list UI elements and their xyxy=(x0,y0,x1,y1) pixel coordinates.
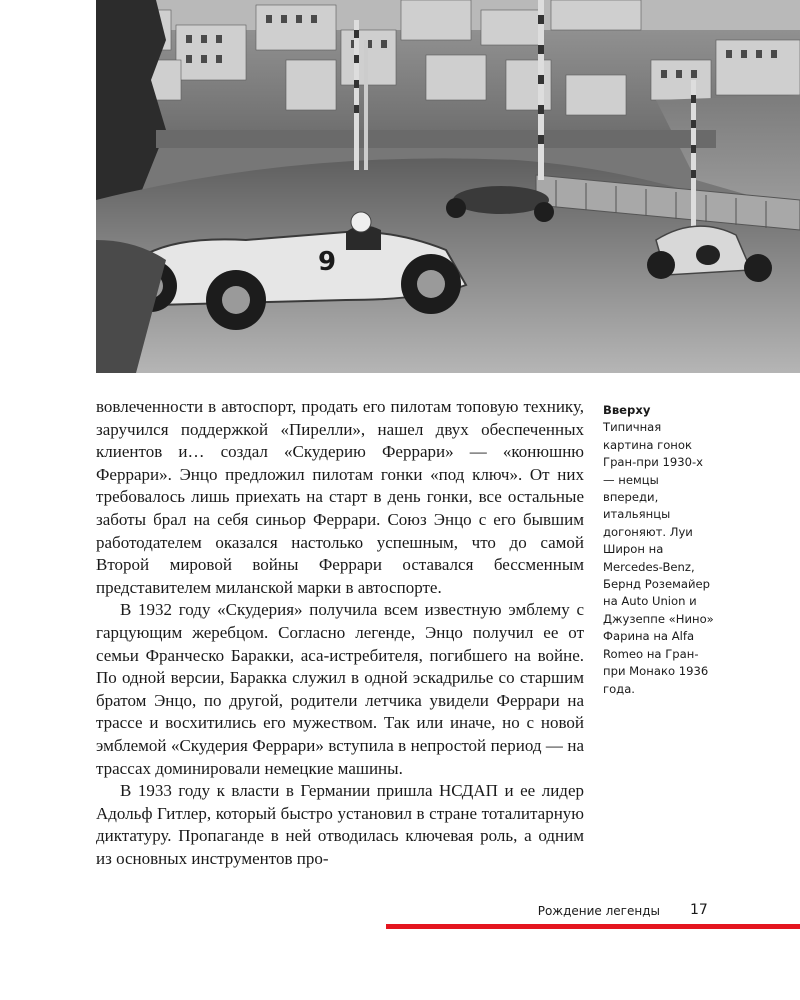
car-number: 9 xyxy=(318,247,337,277)
caption-title: Вверху xyxy=(603,403,651,417)
photo-caption xyxy=(603,402,715,698)
footer-accent-rule xyxy=(386,924,800,929)
page-number: 17 xyxy=(690,902,708,918)
paragraph-1: вовлеченности в автоспорт, продать его пилотам топовую технику, заручился поддержкой «Пирелли», нашел двух обеспеченных клиентов и… создал «Скудерию Феррари» — «конюшню Феррари». Энцо предложил пилотам гонки «под ключ». От них требовалось лишь приехать на старт в день гонки, все остальные заботы брал на себя синьор Феррари. Союз Энцо с его бывшим работодателем оказался настолько успешным, что до самой Второй мировой войны Феррари оставался бессменным представителем миланской марки в автоспорте. xyxy=(96,397,584,597)
paragraph-3: В 1933 году к власти в Германии пришла НСДАП и ее лидер Адольф Гитлер, который быстро установил в стране тоталитарную диктатуру. Пропаганде в ней отводилась ключевая роль, а одним из основных инструментов про- xyxy=(96,781,584,868)
paragraph-2: В 1932 году «Скудерия» получила всем известную эмблему с гарцующим жеребцом. Согласно легенде, Энцо получил ее от семьи Франческо Баракки, аса-истребителя, погибшего на войне. По одной версии, Баракка служил в одной эскадрилье со старшим братом Энцо, по другой, родители летчика увидели Феррари на трассе и восхитились его мужеством. Так или иначе, но с новой эмблемой «Скудерия Феррари» вступила в непростой период — на трассах доминировали немецкие машины. xyxy=(96,600,584,778)
monaco-race-photo xyxy=(96,0,800,373)
photo-illustration xyxy=(96,0,800,373)
running-footer-section: Рождение легенды xyxy=(537,904,660,918)
article-body xyxy=(96,396,584,870)
caption-text: Типичная картина гонок Гран-при 1930-х — немцы впереди, итальянцы догоняют. Луи Широн на Mercedes-Benz, Бернд Роземайер на Auto Union и Джузеппе «Нино» Фарина на Alfa Romeo на Гран-при Монако 1936 года. xyxy=(603,420,714,696)
